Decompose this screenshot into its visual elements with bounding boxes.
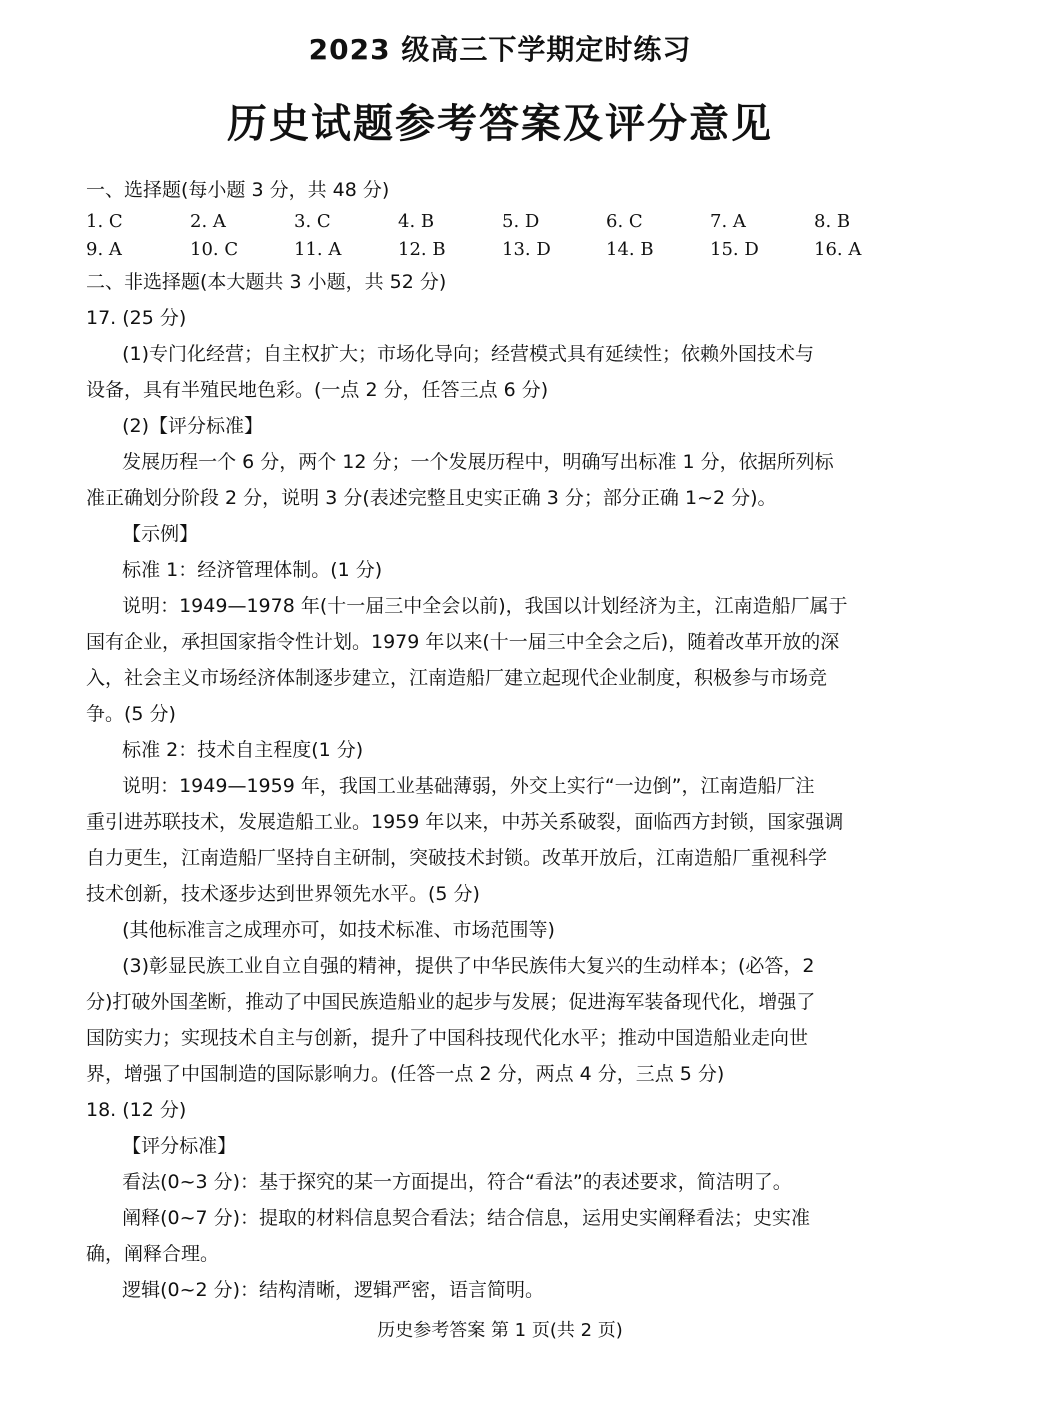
q18-explain-line: 确，阐释合理。 [86, 1243, 220, 1265]
q17-explanation2-line: 说明：1949—1959 年，我国工业基础薄弱，外交上实行“一边倒”，江南造船厂注 [122, 775, 815, 797]
document-body [86, 172, 926, 1308]
answer-item: 3. C [294, 211, 331, 232]
q17-explanation1-line: 国有企业，承担国家指令性计划。1979 年以来(十一届三中全会之后)，随着改革开放的深 [86, 631, 840, 653]
q17-part1-line: 设备，具有半殖民地色彩。(一点 2 分，任答三点 6 分) [86, 379, 549, 401]
q17-part1-line: (1)专门化经营；自主权扩大；市场化导向；经营模式具有延续性；依赖外国技术与 [122, 343, 815, 365]
q17-explanation1-line: 争。(5 分) [86, 703, 176, 725]
document-title: 历史试题参考答案及评分意见 [227, 101, 773, 147]
q17-part2-heading: (2)【评分标准】 [122, 415, 264, 437]
answer-row-2 [86, 236, 926, 264]
q17-criteria-line: 准正确划分阶段 2 分，说明 3 分(表述完整且史实正确 3 分；部分正确 1~2 分)。 [86, 487, 777, 509]
answer-item: 15. D [710, 239, 759, 260]
answer-item: 10. C [190, 239, 239, 260]
q18-label: 18. (12 分) [86, 1099, 187, 1121]
q17-part3-line: 分)打破外国垄断，推动了中国民族造船业的起步与发展；促进海军装备现代化，增强了 [86, 991, 816, 1013]
q17-other-note: (其他标准言之成理亦可，如技术标准、市场范围等) [122, 919, 555, 941]
q18-explain-line: 阐释(0~7 分)：提取的材料信息契合看法；结合信息，运用史实阐释看法；史实准 [122, 1207, 811, 1229]
q17-part3-line: (3)彰显民族工业自立自强的精神，提供了中华民族伟大复兴的生动样本；(必答，2 [122, 955, 815, 977]
section2-heading: 二、非选择题(本大题共 3 小题，共 52 分) [86, 271, 447, 293]
q17-explanation1-line: 说明：1949—1978 年(十一届三中全会以前)，我国以计划经济为主，江南造船厂属于 [122, 595, 848, 617]
answer-item: 1. C [86, 211, 123, 232]
answer-item: 9. A [86, 239, 122, 260]
q17-explanation2-line: 技术创新，技术逐步达到世界领先水平。(5 分) [86, 883, 480, 905]
q17-explanation1-line: 入，社会主义市场经济体制逐步建立，江南造船厂建立起现代企业制度，积极参与市场竞 [86, 667, 828, 689]
answer-item: 8. B [814, 211, 851, 232]
answer-item: 12. B [398, 239, 446, 260]
answer-item: 6. C [606, 211, 643, 232]
exam-title: 2023 级高三下学期定时练习 [308, 33, 692, 66]
answer-item: 11. A [294, 239, 342, 260]
answer-item: 14. B [606, 239, 654, 260]
q18-logic: 逻辑(0~2 分)：结构清晰，逻辑严密，语言简明。 [122, 1279, 545, 1301]
q17-explanation2-line: 重引进苏联技术，发展造船工业。1959 年以来，中苏关系破裂，面临西方封锁，国家强调 [86, 811, 844, 833]
answer-item: 5. D [502, 211, 540, 232]
q17-criteria-line: 发展历程一个 6 分，两个 12 分；一个发展历程中，明确写出标准 1 分，依据所列标 [122, 451, 834, 473]
q17-example-heading: 【示例】 [122, 523, 199, 545]
q17-label: 17. (25 分) [86, 307, 187, 329]
answer-row-1 [86, 208, 926, 236]
page-footer: 历史参考答案 第 1 页(共 2 页) [377, 1320, 623, 1341]
q17-standard1: 标准 1：经济管理体制。(1 分) [122, 559, 383, 581]
q17-part3-line: 界，增强了中国制造的国际影响力。(任答一点 2 分，两点 4 分，三点 5 分) [86, 1063, 725, 1085]
q17-part3-line: 国防实力；实现技术自主与创新，提升了中国科技现代化水平；推动中国造船业走向世 [86, 1027, 809, 1049]
answer-item: 16. A [814, 239, 862, 260]
answer-item: 7. A [710, 211, 746, 232]
q17-explanation2-line: 自力更生，江南造船厂坚持自主研制，突破技术封锁。改革开放后，江南造船厂重视科学 [86, 847, 828, 869]
q17-standard2: 标准 2：技术自主程度(1 分) [122, 739, 364, 761]
q18-view: 看法(0~3 分)：基于探究的某一方面提出，符合“看法”的表述要求，简洁明了。 [122, 1171, 792, 1193]
answer-item: 4. B [398, 211, 435, 232]
section1-heading: 一、选择题(每小题 3 分，共 48 分) [86, 179, 390, 201]
q18-criteria-heading: 【评分标准】 [122, 1135, 237, 1157]
answer-item: 13. D [502, 239, 551, 260]
answer-item: 2. A [190, 211, 226, 232]
